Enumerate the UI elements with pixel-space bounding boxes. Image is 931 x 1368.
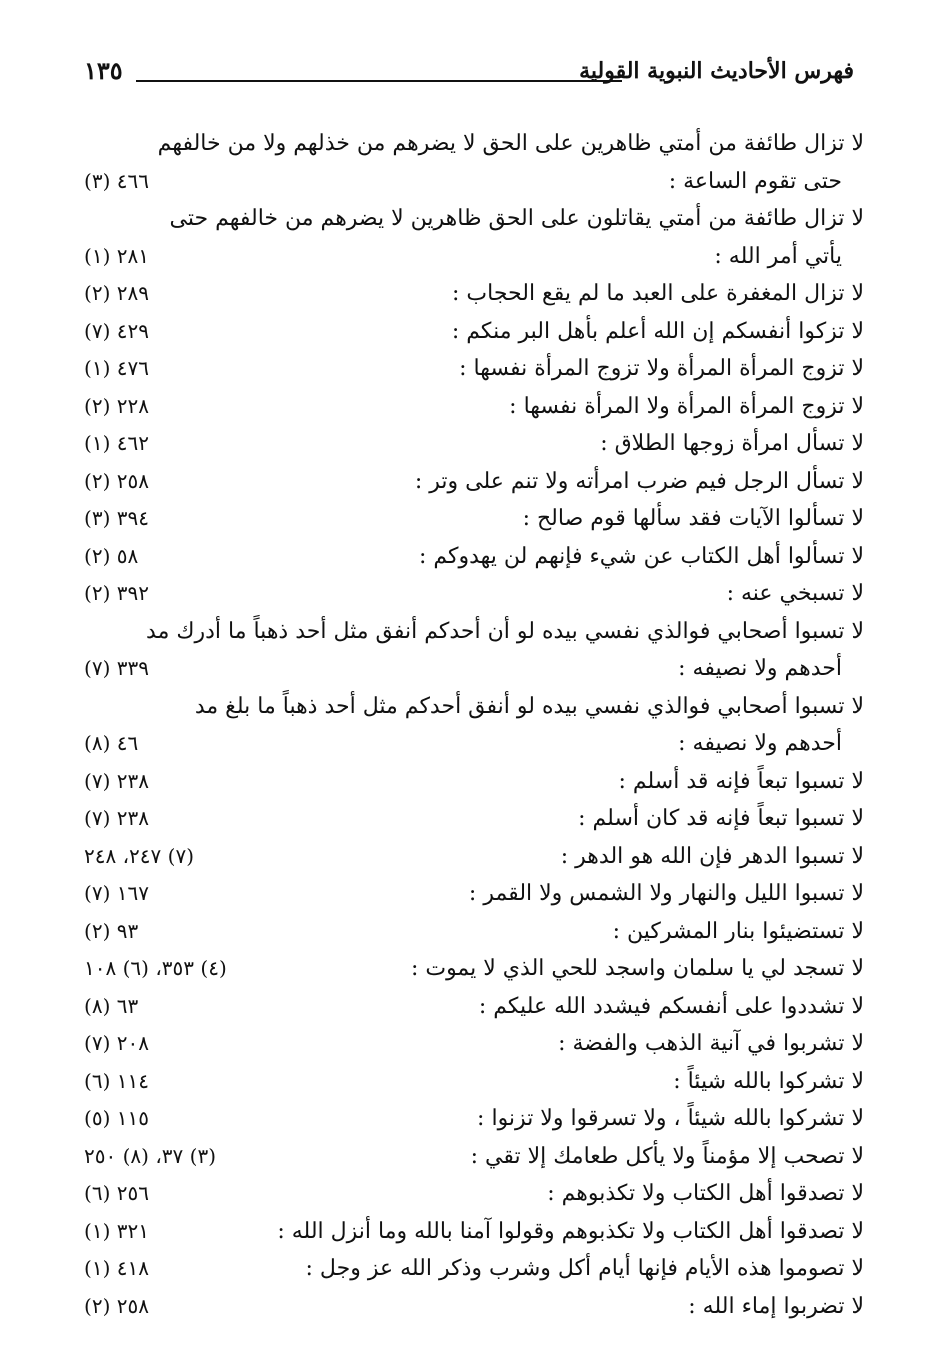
index-entry (84, 388, 864, 426)
hadith-text: لا تشددوا على أنفسكم فيشدد الله عليكم : (478, 993, 864, 1019)
hadith-text: لا تشربوا في آنية الذهب والفضة : (558, 1031, 864, 1056)
volume-page-reference: ٤٦٦ (٣) (84, 168, 149, 193)
index-entry (84, 200, 864, 275)
hadith-text: لا تزال طائفة من أمتي يقاتلون على الحق ظاهرين لا يضرهم من خالفهم حتى (169, 206, 864, 231)
page-header (84, 54, 854, 94)
volume-page-reference: ٢٠٨ (٧) (84, 1031, 149, 1055)
hadith-text: لا تزكوا أنفسكم إن الله أعلم بأهل البر منكم : (451, 318, 864, 344)
header-title: فهرس الأحاديث النبوية القولية (579, 58, 854, 84)
index-entry (84, 613, 864, 688)
hadith-text: لا تزوج المرأة المرأة ولا المرأة نفسها : (509, 393, 864, 419)
volume-page-reference: ٤٦٢ (١) (84, 431, 149, 455)
hadith-text: لا تسألوا أهل الكتاب عن شيء فإنهم لن يهدوكم : (418, 543, 864, 569)
index-entry (84, 763, 864, 801)
hadith-text: لا تسأل امرأة زوجها الطلاق : (600, 431, 864, 456)
index-entry (84, 800, 864, 838)
hadith-text: لا تزال المغفرة على العبد ما لم يقع الحجاب : (452, 281, 864, 306)
index-entry (84, 950, 864, 988)
hadith-text: لا تسجد لي يا سلمان واسجد للحي الذي لا يموت : (410, 956, 864, 981)
index-entry (84, 1138, 864, 1176)
hadith-text: لا تصوموا هذه الأيام فإنها أيام أكل وشرب وذكر الله عز وجل : (305, 1256, 864, 1281)
volume-page-reference: ٥٨ (٢) (84, 543, 139, 568)
index-entry (84, 1213, 864, 1251)
hadith-text: لا تسبوا الليل والنهار ولا الشمس ولا القمر : (468, 881, 864, 906)
hadith-text-continuation: يأتي أمر الله : (714, 243, 842, 269)
index-entry (84, 275, 864, 313)
index-entry (84, 913, 864, 951)
hadith-text: لا تسبخي عنه : (726, 581, 864, 606)
hadith-text: لا تسأل الرجل فيم ضرب امرأته ولا تنم على وتر : (414, 468, 864, 494)
volume-page-reference: ٢٣٨ (٧) (84, 768, 149, 793)
index-entry (84, 500, 864, 538)
index-entry (84, 1250, 864, 1288)
hadith-text: لا تضربوا إماء الله : (688, 1293, 864, 1319)
hadith-text: لا تسبوا الدهر فإن الله هو الدهر : (560, 843, 864, 869)
index-entry (84, 1288, 864, 1326)
hadith-text: لا تصدقوا أهل الكتاب ولا تكذبوهم وقولوا آمنا بالله وما أنزل الله : (277, 1218, 864, 1244)
index-entry (84, 1100, 864, 1138)
hadith-text: لا تسبوا أصحابي فوالذي نفسي بيده لو أن أحدكم أنفق مثل أحد ذهباً ما أدرك مد (146, 618, 864, 644)
volume-page-reference: ٢٨١ (١) (84, 243, 149, 268)
index-entry (84, 1025, 864, 1063)
page-number: ١٣٥ (84, 56, 123, 85)
index-entry (84, 838, 864, 876)
hadith-text-continuation: أحدهم ولا نصيفه : (678, 731, 842, 756)
volume-page-reference: (٤) ٣٥٣، (٦) ١٠٨ (84, 956, 227, 980)
index-entry (84, 350, 864, 388)
index-entry (84, 463, 864, 501)
volume-page-reference: ٣٩٤ (٣) (84, 506, 149, 530)
index-entry (84, 688, 864, 763)
volume-page-reference: ١٦٧ (٧) (84, 881, 149, 905)
hadith-text: لا تصدقوا أهل الكتاب ولا تكذبوهم : (547, 1181, 864, 1206)
volume-page-reference: ٤١٨ (١) (84, 1256, 149, 1280)
index-entry (84, 1175, 864, 1213)
volume-page-reference: (٣) ٣٧، (٨) ٢٥٠ (84, 1143, 216, 1168)
index-entry (84, 425, 864, 463)
volume-page-reference: ٢٥٦ (٦) (84, 1181, 149, 1205)
hadith-text-continuation: أحدهم ولا نصيفه : (678, 656, 842, 681)
volume-page-reference: ٤٦ (٨) (84, 731, 139, 755)
volume-page-reference: ٢٢٨ (٢) (84, 393, 149, 418)
hadith-text: لا تصحب إلا مؤمناً ولا يأكل طعامك إلا تقي : (470, 1143, 864, 1169)
hadith-text: لا تسألوا الآيات فقد سألها قوم صالح : (522, 506, 864, 531)
volume-page-reference: (٧) ٢٤٧، ٢٤٨ (84, 843, 195, 868)
volume-page-reference: ٤٧٦ (١) (84, 356, 149, 380)
volume-page-reference: ٦٣ (٨) (84, 993, 139, 1018)
volume-page-reference: ٣٢١ (١) (84, 1218, 149, 1243)
hadith-text-continuation: حتى تقوم الساعة : (668, 168, 842, 194)
index-entry (84, 875, 864, 913)
volume-page-reference: ٢٨٩ (٢) (84, 281, 149, 305)
hadith-text: لا تزال طائفة من أمتي ظاهرين على الحق لا يضرهم من خذلهم ولا من خالفهم (157, 131, 864, 156)
index-entry (84, 538, 864, 576)
volume-page-reference: ٩٣ (٢) (84, 918, 139, 943)
hadith-index-list (84, 125, 864, 1325)
hadith-text: لا تستضيئوا بنار المشركين : (612, 918, 864, 944)
hadith-text: لا تسبوا تبعاً فإنه قد أسلم : (618, 768, 864, 794)
volume-page-reference: ٢٣٨ (٧) (84, 806, 149, 830)
index-entry (84, 313, 864, 351)
index-entry (84, 125, 864, 200)
volume-page-reference: ٣٩٢ (٢) (84, 581, 149, 605)
header-rule (136, 80, 622, 82)
index-entry (84, 1063, 864, 1101)
hadith-text: لا تسبوا تبعاً فإنه قد كان أسلم : (578, 806, 864, 831)
hadith-text: لا تشركوا بالله شيئاً : (673, 1068, 864, 1094)
index-entry (84, 575, 864, 613)
volume-page-reference: ٣٣٩ (٧) (84, 656, 149, 680)
volume-page-reference: ٢٥٨ (٢) (84, 468, 149, 493)
hadith-text: لا تشركوا بالله شيئاً ، ولا تسرقوا ولا تزنوا : (477, 1106, 864, 1131)
volume-page-reference: ١١٤ (٦) (84, 1068, 149, 1093)
index-entry (84, 988, 864, 1026)
volume-page-reference: ١١٥ (٥) (84, 1106, 149, 1130)
volume-page-reference: ٢٥٨ (٢) (84, 1293, 149, 1318)
hadith-text: لا تسبوا أصحابي فوالذي نفسي بيده لو أنفق أحدكم مثل أحد ذهباً ما بلغ مد (194, 693, 864, 719)
volume-page-reference: ٤٢٩ (٧) (84, 318, 149, 343)
hadith-text: لا تزوج المرأة المرأة ولا تزوج المرأة نفسها : (459, 356, 864, 381)
